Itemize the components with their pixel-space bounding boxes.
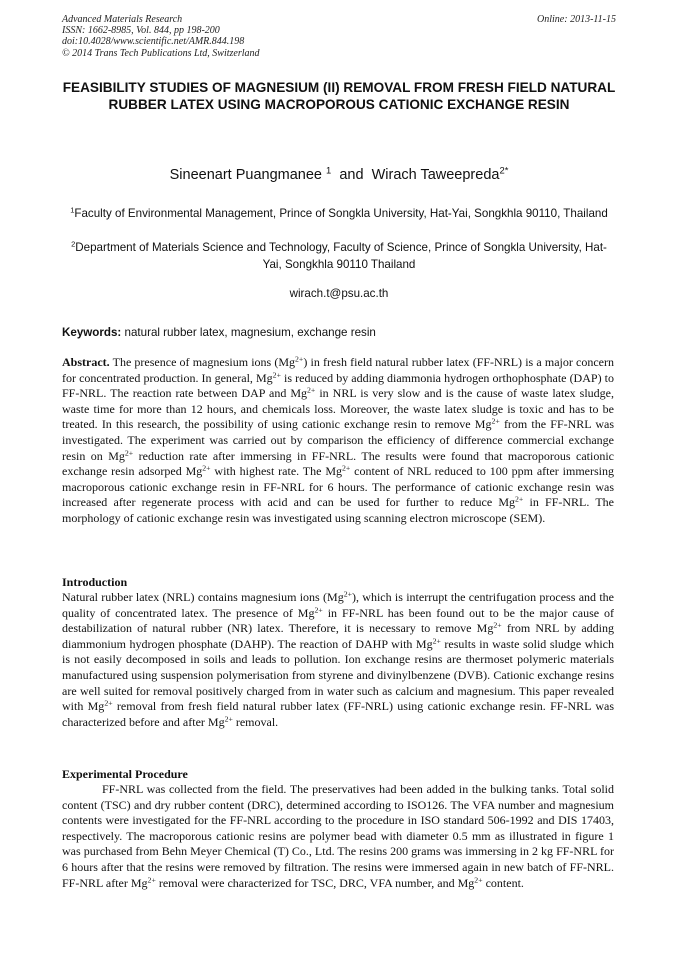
- abstract-label: Abstract.: [62, 355, 110, 369]
- experimental-text: content.: [482, 875, 524, 890]
- intro-text: in FF-NRL has been found out to be the major cause of destabilization of natural rubber (NR) latex. Therefore, it is necessary to remove Mg: [62, 605, 614, 636]
- paper-title: FEASIBILITY STUDIES OF MAGNESIUM (II) REMOVAL FROM FRESH FIELD NATURAL RUBBER LATEX USING MACROPOROUS CATIONIC EXCHANGE RESIN: [62, 80, 616, 112]
- keywords-line: [62, 326, 616, 339]
- issn-line: ISSN: 1662-8985, Vol. 844, pp 198-200: [62, 25, 220, 37]
- intro-text: from NRL by adding diammonium hydrogen phosphate (DAHP). The reaction of DAHP with Mg: [62, 621, 614, 651]
- journal-name: Advanced Materials Research: [62, 14, 183, 25]
- superscript: 2+: [202, 463, 211, 473]
- superscript: 2+: [432, 636, 441, 646]
- superscript: 2+: [272, 369, 281, 379]
- superscript: 2+: [493, 620, 502, 630]
- author-line: [62, 164, 616, 183]
- abstract-text: reduction rate after immersing in FF-NRL. The results were found that macroporous cationic exchange resin adsorped Mg: [62, 448, 614, 479]
- abstract-text: ) in fresh field natural rubber latex (FF-NRL) is a major concern for concentrated production. In general, Mg: [62, 355, 614, 385]
- superscript: 2+: [343, 589, 352, 599]
- abstract-paragraph: [62, 355, 614, 527]
- author-email: wirach.t@psu.ac.th: [289, 287, 389, 300]
- abstract-text: with highest rate. The Mg: [210, 464, 343, 479]
- superscript: 2+: [491, 416, 500, 426]
- introduction-paragraph: [62, 590, 614, 730]
- superscript: 2+: [342, 463, 351, 473]
- superscript: 2+: [314, 604, 323, 614]
- intro-text: removal.: [232, 714, 279, 729]
- experimental-text: FF-NRL was collected from the field. The preservatives had been added in the bulking tanks. Total solid content (TSC) and dry rubber content (DRC), determined according to ISO126. The VFA number and magnesium contents were investigated for the FF-NRL according to the procedure in ISO standard 506-1992 and DIS 17403, respectively. The macroporous cationic resins are polymer bead with diameter 0.5 mm as illustrated in figure 1 was purchased from Behn Meyer Chemical (T) Co., Ltd. The resins 200 grams was immersing in 2 kg FF-NRL for 6 hours after that the resins were removed by filtration. The resins were immersed again in new batch of FF-NRL. FF-NRL after Mg: [62, 782, 614, 890]
- author-1: Sineenart Puangmanee: [169, 167, 322, 183]
- superscript: 2+: [224, 714, 233, 724]
- intro-text: ), which is interrupt the centrifugation process and the quality of concentrated latex. The presence of Mg: [62, 590, 614, 620]
- keywords-text: natural rubber latex, magnesium, exchange resin: [124, 326, 376, 339]
- copyright-line: © 2014 Trans Tech Publications Ltd, Switzerland: [62, 47, 260, 59]
- intro-text: removal from fresh field natural rubber latex (FF-NRL) using cationic exchange resin. FF-NRL was characterized before and after Mg: [62, 699, 614, 729]
- author-1-mark: 1: [326, 164, 332, 176]
- abstract-text: is reduced by adding diammonia hydrogen orthophosphate (DAP) to FF-NRL. The reaction rate between DAP and Mg: [62, 370, 614, 401]
- affiliation-2: [62, 239, 616, 273]
- superscript: 2+: [307, 385, 316, 395]
- introduction-heading: Introduction: [62, 575, 128, 589]
- affiliation-2-text: Department of Materials Science and Technology, Faculty of Science, Prince of Songkla University, Hat-Yai, Songkhla 90110 Thailand: [75, 241, 607, 271]
- superscript: 2+: [295, 354, 304, 364]
- abstract-text: The presence of magnesium ions (Mg: [112, 355, 296, 369]
- author-and: and: [339, 167, 364, 183]
- affiliation-1-text: Faculty of Environmental Management, Prince of Songkla University, Hat-Yai, Songkhla 90110, Thailand: [74, 207, 608, 220]
- keywords-label: Keywords:: [62, 326, 122, 339]
- affiliation-1: [62, 205, 616, 222]
- affiliation-2-mark: 2: [71, 239, 76, 249]
- superscript: 2+: [147, 874, 156, 884]
- superscript: 2+: [515, 494, 524, 504]
- experimental-paragraph: [62, 782, 614, 891]
- online-date: Online: 2013-11-15: [537, 14, 616, 25]
- abstract-text: in FF-NRL. The morphology of cationic exchange resin was investigated using scanning electron microscope (SEM).: [62, 495, 614, 525]
- experimental-text: removal were characterized for TSC, DRC, VFA number, and Mg: [155, 875, 475, 890]
- journal-header: [62, 14, 260, 59]
- experimental-heading: Experimental Procedure: [62, 767, 188, 781]
- abstract-text: content of NRL reduced to 100 ppm after immersing macroporous cationic exchange resin in FF-NRL for 6 hours. The performance of cationic exchange resin was increased after regenerate process with acid and can be used for further to reduce Mg: [62, 464, 614, 510]
- intro-text: Natural rubber latex (NRL) contains magnesium ions (Mg: [62, 590, 344, 604]
- superscript: 2+: [104, 698, 113, 708]
- abstract-text: from the FF-NRL was investigated. The experiment was carried out by comparison the efficiency of difference commercial exchange resin on Mg: [62, 417, 615, 463]
- author-2-mark: 2*: [499, 164, 509, 176]
- author-2: Wirach Taweepreda: [371, 167, 500, 183]
- doi-line: doi:10.4028/www.scientific.net/AMR.844.198: [62, 36, 245, 48]
- superscript: 2+: [474, 874, 483, 884]
- abstract-text: in NRL is very slow and is the cause of waste latex sludge, waste time for more than 12 hours, and chemicals loss. Moreover, the waste latex sludge is toxic and has to be treated. In this research, the possibility of using cationic exchange resin to remove Mg: [62, 386, 614, 432]
- intro-text: results in waste solid sludge which is not easily decomposed in soils and leads to pollution. Ion exchange resins are thermoset polymeric materials manufactured using suspension polymerisation from styrene and divinylbenzene (DVB). Cationic exchange resins are well suited for removal positively charged from in water such as calcium and magnesium. This paper revealed with Mg: [62, 636, 614, 714]
- superscript: 2+: [124, 447, 134, 457]
- affiliation-1-mark: 1: [70, 205, 75, 215]
